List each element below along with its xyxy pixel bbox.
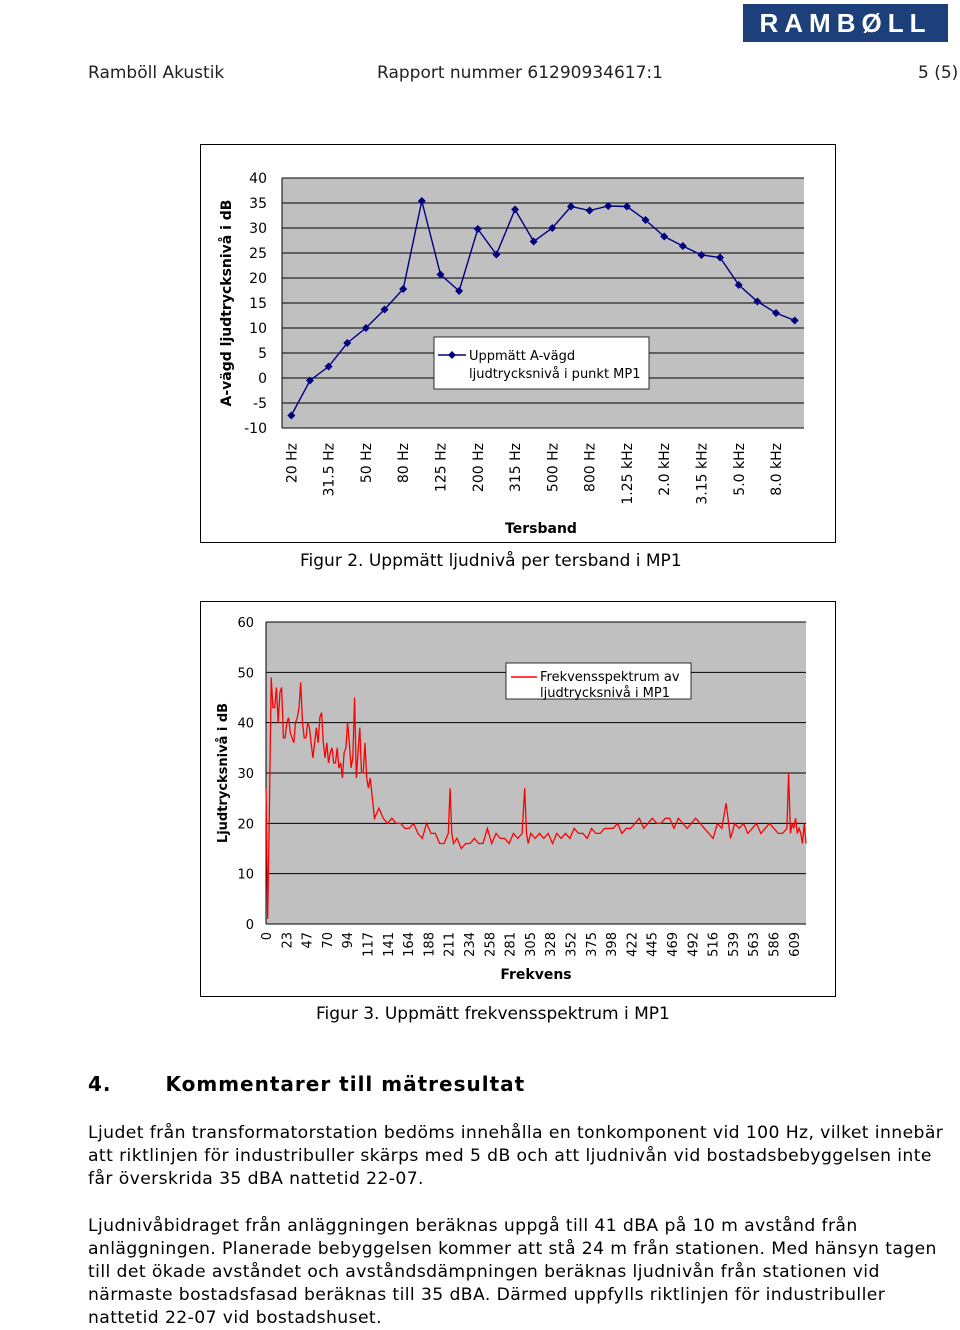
x-tick-label: 80 Hz [396,443,413,484]
paragraph-tone-component: Ljudet från transformatorstation bedöms innehålla en tonkomponent vid 100 Hz, vilket innebär att riktlinjen för industribuller skärps med 5 dB och att ljudnivån vid bostadsbebyggelsen inte får överskrida 35 dBA nattetid 22-07. [88,1123,944,1189]
x-tick-label: 800 Hz [582,443,599,493]
figure-2-chart [200,144,836,543]
x-tick-label: 586 [767,932,783,957]
y-tick-label: 40 [249,171,267,187]
x-tick-label: 352 [564,932,580,957]
y-tick-label: 0 [258,371,267,387]
x-tick-label: 3.15 kHz [694,443,711,505]
third-octave-line-chart [201,145,835,542]
x-tick-label: 258 [483,932,499,957]
y-axis-title: Ljudtrycksnivå i dB [216,702,231,844]
x-tick-label: 0 [260,932,275,941]
x-tick-label: 141 [381,932,397,957]
paragraph-noise-contribution: Ljudnivåbidraget från anläggningen beräknas uppgå till 41 dBA på 10 m avstånd från anläggningen. Planerade bebyggelsen kommer att stå 24 m från stationen. Med hänsyn tagen till det ökade avståndet och avståndsdämpningen beräknas ljudnivån från stationen vid närmaste bostadsfasad beräknas till 35 dBA. Därmed uppfylls riktlinjen för industribuller nattetid 22-07 vid bostadshuset. [88,1216,937,1328]
section-number: 4. [88,1072,112,1096]
x-tick-label: 70 [320,932,336,949]
x-tick-label: 234 [463,932,478,957]
x-tick-label: 94 [341,932,357,949]
x-tick-label: 469 [666,932,681,957]
x-tick-label: 8.0 kHz [769,443,786,496]
y-tick-label: 5 [258,346,267,362]
frequency-spectrum-chart [201,602,835,996]
x-tick-label: 315 Hz [508,443,525,493]
y-tick-label: 60 [237,616,254,631]
x-tick-label: 1.25 kHz [619,443,636,505]
header-report-number: Rapport nummer 61290934617:1 [377,63,663,83]
y-tick-label: 30 [249,221,267,237]
x-tick-label: 563 [747,932,763,957]
x-tick-label: 125 Hz [433,443,450,493]
header-company: Ramböll Akustik [88,63,225,83]
figure-2-caption: Figur 2. Uppmätt ljudnivå per tersband i MP1 [300,551,682,571]
y-tick-label: 20 [249,271,267,287]
y-tick-label: -10 [244,421,267,437]
legend-label: ljudtrycksnivå i MP1 [540,686,671,701]
y-tick-label: 50 [237,666,254,682]
y-axis-title: A-vägd ljudtrycksnivå i dB [219,199,235,407]
x-tick-label: 539 [726,932,742,957]
x-tick-label: 398 [605,932,621,957]
header-page-number: 5 (5) [918,63,959,83]
section-heading [88,1072,525,1096]
y-tick-label: 15 [249,296,267,312]
x-tick-label: 200 Hz [470,443,487,493]
y-tick-label: 0 [245,918,254,933]
x-tick-label: 328 [544,932,560,957]
x-tick-label: 20 Hz [284,443,301,484]
x-tick-label: 492 [686,932,702,957]
x-tick-label: 31.5 Hz [321,443,338,497]
x-tick-label: 609 [787,932,803,957]
x-tick-label: 5.0 kHz [731,443,748,496]
x-axis-title: Tersband [505,521,577,537]
x-axis-title: Frekvens [500,967,572,983]
y-tick-label: 40 [237,716,254,732]
figure-3-caption: Figur 3. Uppmätt frekvensspektrum i MP1 [316,1004,670,1024]
section-title: Kommentarer till mätresultat [165,1072,526,1096]
x-tick-label: 281 [503,932,519,957]
y-tick-label: 35 [249,196,267,212]
y-tick-label: 10 [237,867,254,883]
x-tick-label: 117 [361,932,377,957]
x-tick-label: 422 [625,932,641,957]
x-tick-label: 23 [280,932,296,949]
y-tick-label: 10 [249,321,267,337]
x-tick-label: 50 Hz [358,443,375,484]
x-tick-label: 2.0 kHz [657,443,674,496]
x-tick-label: 305 [523,932,539,957]
x-tick-label: 445 [645,932,661,957]
x-tick-label: 211 [442,932,458,957]
x-tick-label: 375 [584,932,600,957]
x-tick-label: 500 Hz [545,443,562,493]
legend-label: ljudtrycksnivå i punkt MP1 [469,367,641,382]
y-tick-label: -5 [253,396,267,412]
ramboll-logo: RAMBØLL [743,4,948,42]
x-tick-label: 188 [422,932,438,957]
y-tick-label: 30 [237,767,254,782]
legend-label: Frekvensspektrum av [540,670,680,685]
x-tick-label: 164 [402,932,418,957]
y-tick-label: 25 [249,246,267,262]
x-tick-label: 516 [706,932,722,957]
figure-3-chart [200,601,836,997]
x-tick-label: 47 [300,932,316,949]
legend-label: Uppmätt A-vägd [469,349,576,364]
y-tick-label: 20 [237,817,254,833]
